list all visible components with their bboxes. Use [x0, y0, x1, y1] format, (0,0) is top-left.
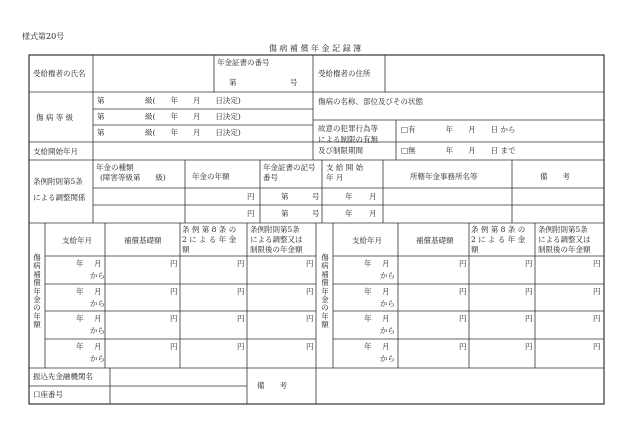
right-row-3-year: 年 — [364, 314, 372, 323]
left-row-3-yen-adj: 円 — [306, 314, 314, 323]
left-head-base: 補償基礎額 — [124, 236, 162, 245]
right-row-3-month: 月 — [382, 314, 390, 323]
right-row-3-yen-art8: 円 — [525, 314, 533, 323]
left-row-4-year: 年 — [76, 342, 84, 351]
adj-row-1-dai: 第 — [281, 192, 289, 201]
certificate-dai: 第 — [229, 78, 237, 87]
left-head-adj-1: 条例附則第5条 — [250, 225, 300, 234]
right-row-3-yen-base: 円 — [459, 314, 467, 323]
left-row-2-year: 年 — [76, 287, 84, 296]
left-row-2-yen-adj: 円 — [306, 287, 314, 296]
right-row-2-yen-adj: 円 — [593, 287, 601, 296]
left-row-2-yen-art8: 円 — [237, 287, 245, 296]
col-start-2: 年 月 — [326, 173, 344, 182]
grade-row-2-text: 級( 年 月 日決定) — [145, 112, 241, 121]
adjustment-label-1: 条例附則第5条 — [33, 177, 83, 186]
restriction-no: □無 年 月 日 まで — [401, 146, 516, 155]
grade-row-1-dai: 第 — [97, 96, 105, 105]
left-row-1-month: 月 — [94, 259, 102, 268]
left-row-2-yen-base: 円 — [170, 287, 178, 296]
right-row-2-yen-art8: 円 — [525, 287, 533, 296]
restriction-yes: □有 年 月 日 から — [401, 125, 516, 134]
right-row-2-year: 年 — [364, 287, 372, 296]
restriction-label-3: 及び制限期間 — [318, 146, 363, 155]
col-pension-type-1: 年金の種類 — [96, 163, 134, 172]
right-head-adj-1: 条例附則第5条 — [538, 225, 588, 234]
col-remarks: 備 考 — [540, 172, 570, 181]
certificate-go: 号 — [290, 78, 298, 87]
right-head-base: 補償基礎額 — [416, 236, 454, 245]
col-certificate-2: 番号 — [263, 173, 278, 182]
left-row-4-from: から — [90, 354, 105, 363]
right-row-1-month: 月 — [382, 259, 390, 268]
right-row-4-month: 月 — [382, 342, 390, 351]
left-row-3-yen-base: 円 — [170, 314, 178, 323]
left-row-1-from: から — [90, 271, 105, 280]
left-row-3-year: 年 — [76, 314, 84, 323]
certificate-number-label: 年金証書の番号 — [217, 58, 270, 67]
start-label: 支給開始年月 — [33, 147, 78, 156]
right-row-1-yen-adj: 円 — [593, 259, 601, 268]
left-row-1-year: 年 — [76, 259, 84, 268]
col-pension-type-2: (障害等級第 級) — [100, 173, 166, 182]
recipient-address-label: 受給権者の住所 — [318, 69, 371, 78]
grade-row-3-text: 級( 年 月 日決定) — [145, 128, 241, 137]
left-row-2-from: から — [90, 299, 105, 308]
col-certificate-1: 年金証書の記号 — [263, 163, 316, 172]
right-row-4-yen-art8: 円 — [525, 342, 533, 351]
adj-row-2-year: 年 — [345, 209, 353, 218]
restriction-label-1: 故意の犯罪行為等 — [318, 124, 378, 133]
right-row-1-from: から — [380, 271, 395, 280]
grade-row-1-text: 級( 年 月 日決定) — [145, 96, 241, 105]
right-row-4-year: 年 — [364, 342, 372, 351]
left-row-1-yen-adj: 円 — [306, 259, 314, 268]
left-row-4-yen-art8: 円 — [237, 342, 245, 351]
left-row-4-yen-adj: 円 — [306, 342, 314, 351]
right-row-2-from: から — [380, 299, 395, 308]
right-row-2-month: 月 — [382, 287, 390, 296]
annual-side-label-left: 傷病補償年金の年額 — [33, 253, 41, 330]
right-row-4-from: から — [380, 354, 395, 363]
restriction-label-2: による制限の有無 — [318, 135, 378, 144]
left-head-art8-3: 額 — [182, 245, 190, 254]
adj-row-1-year: 年 — [345, 192, 353, 201]
left-row-1-yen-art8: 円 — [237, 259, 245, 268]
left-row-3-from: から — [90, 326, 105, 335]
right-row-1-yen-art8: 円 — [525, 259, 533, 268]
right-row-1-yen-base: 円 — [459, 259, 467, 268]
annual-side-label-right: 傷病補償年金の年額 — [321, 253, 329, 330]
adj-row-2-yen: 円 — [247, 209, 255, 218]
adj-row-2-month: 月 — [369, 209, 377, 218]
adj-row-1-month: 月 — [369, 192, 377, 201]
left-head-art8-1: 条 例 第 8 条 の — [182, 225, 237, 234]
adjustment-label-2: による調整関係 — [33, 193, 86, 202]
footer-remarks-label: 備 考 — [257, 381, 287, 390]
account-label: 口座番号 — [33, 390, 63, 399]
grade-row-2-dai: 第 — [97, 112, 105, 121]
left-row-3-yen-art8: 円 — [237, 314, 245, 323]
adj-row-1-yen: 円 — [247, 192, 255, 201]
left-row-2-month: 月 — [94, 287, 102, 296]
adj-row-2-go: 号 — [312, 209, 320, 218]
col-start-1: 支 給 開 始 — [326, 163, 364, 172]
right-row-3-from: から — [380, 326, 395, 335]
left-row-1-yen-base: 円 — [170, 259, 178, 268]
left-row-4-yen-base: 円 — [170, 342, 178, 351]
left-row-3-month: 月 — [94, 314, 102, 323]
right-head-adj-2: による調整又は — [538, 235, 591, 244]
adj-row-2-dai: 第 — [281, 209, 289, 218]
disease-label: 傷病の名称、部位及びその状態 — [318, 97, 423, 106]
right-row-2-yen-base: 円 — [459, 287, 467, 296]
right-head-month: 支給年月 — [352, 236, 382, 245]
right-head-art8-1: 条 例 第 8 条 の — [471, 225, 526, 234]
form-number: 様式第20号 — [22, 32, 65, 41]
form-title: 傷 病 補 償 年 金 記 録 簿 — [268, 44, 362, 53]
adj-row-1-go: 号 — [312, 192, 320, 201]
right-head-art8-3: 額 — [471, 245, 479, 254]
right-row-1-year: 年 — [364, 259, 372, 268]
right-row-3-yen-adj: 円 — [593, 314, 601, 323]
left-head-adj-3: 制限後の年金額 — [250, 245, 303, 254]
col-pension-amount: 年金の年額 — [192, 172, 230, 181]
left-head-month: 支給年月 — [62, 236, 92, 245]
grade-row-3-dai: 第 — [97, 128, 105, 137]
right-row-4-yen-adj: 円 — [593, 342, 601, 351]
col-office: 所轄年金事務所名等 — [410, 172, 478, 181]
left-head-art8-2: 2 に よ る 年 金 — [182, 235, 237, 244]
right-row-4-yen-base: 円 — [459, 342, 467, 351]
bank-label: 振込先金融機関名 — [33, 372, 93, 381]
right-head-adj-3: 制限後の年金額 — [538, 245, 591, 254]
left-head-adj-2: による調整又は — [250, 235, 303, 244]
right-head-art8-2: 2 に よ る 年 金 — [471, 235, 526, 244]
grade-label: 傷 病 等 級 — [36, 113, 74, 122]
recipient-name-label: 受給権者の氏名 — [33, 69, 86, 78]
left-row-4-month: 月 — [94, 342, 102, 351]
